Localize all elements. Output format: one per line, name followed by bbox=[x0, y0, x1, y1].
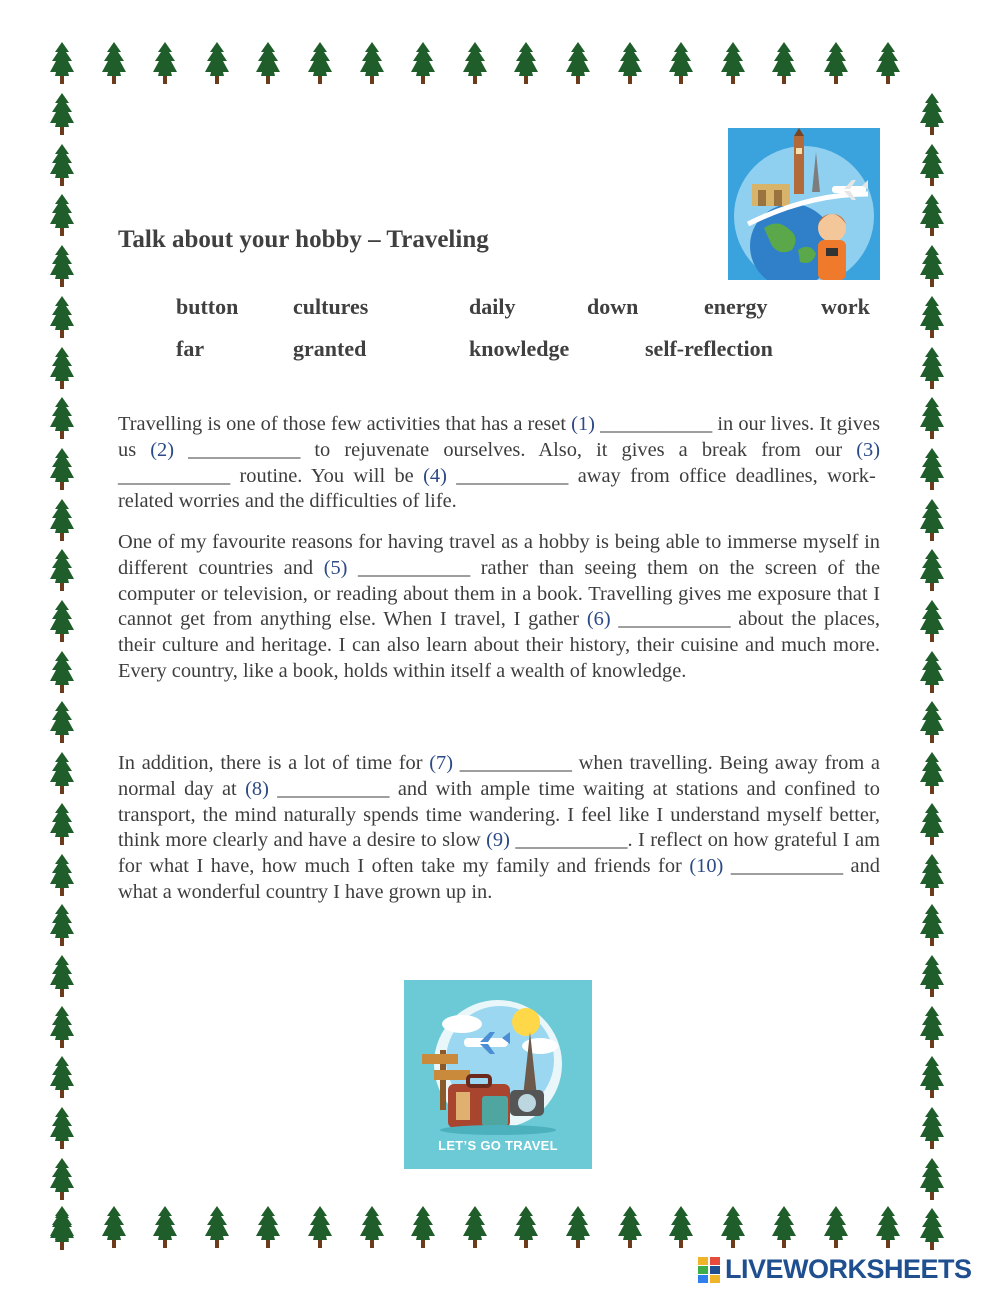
tree-icon bbox=[920, 1107, 944, 1149]
passage-text: Travelling is one of those few activities that has a reset bbox=[118, 413, 572, 435]
tree-icon bbox=[920, 904, 944, 946]
word-bank-item: down bbox=[587, 294, 639, 319]
tree-icon bbox=[920, 93, 944, 135]
word-bank-item: knowledge bbox=[469, 336, 570, 361]
tree-icon bbox=[50, 397, 74, 439]
brand-logo bbox=[698, 1254, 972, 1285]
tree-icon bbox=[514, 1206, 538, 1248]
word-bank-item: daily bbox=[469, 294, 516, 319]
tree-icon bbox=[205, 42, 229, 84]
tree-icon bbox=[50, 904, 74, 946]
tree-icon bbox=[360, 42, 384, 84]
blank-number-9: (9) bbox=[486, 829, 510, 852]
answer-blank-10[interactable]: ___________ bbox=[723, 855, 851, 878]
tree-icon bbox=[669, 1206, 693, 1248]
tree-icon bbox=[102, 1206, 126, 1248]
tree-icon bbox=[920, 144, 944, 186]
page-title: Talk about your hobby – Traveling bbox=[118, 226, 489, 253]
tree-icon bbox=[50, 144, 74, 186]
tree-icon bbox=[920, 701, 944, 743]
tree-icon bbox=[50, 347, 74, 389]
tree-icon bbox=[256, 1206, 280, 1248]
passage-text: and what a wonderful country I have grown up in. bbox=[118, 855, 880, 903]
brand-name: LIVEWORKSHEETS bbox=[725, 1254, 972, 1284]
passage-text: to rejuvenate ourselves. Also, it gives a break from our bbox=[314, 438, 857, 461]
blank-number-4: (4) bbox=[423, 464, 447, 487]
tree-icon bbox=[920, 854, 944, 896]
passage-text: routine. You will be bbox=[239, 464, 424, 487]
tree-icon bbox=[308, 42, 332, 84]
tree-icon bbox=[772, 42, 796, 84]
tree-icon bbox=[50, 93, 74, 135]
passage-text: In addition, there is a lot of time for bbox=[118, 752, 430, 774]
tree-icon bbox=[772, 1206, 796, 1248]
tree-icon bbox=[50, 549, 74, 591]
tree-icon bbox=[920, 549, 944, 591]
tree-icon bbox=[463, 1206, 487, 1248]
tree-icon bbox=[50, 194, 74, 236]
tree-icon bbox=[566, 1206, 590, 1248]
tree-icon bbox=[153, 42, 177, 84]
answer-blank-8[interactable]: ___________ bbox=[268, 777, 398, 800]
word-bank-item: self-reflection bbox=[645, 336, 773, 361]
tree-icon bbox=[920, 955, 944, 997]
passage-text: One of my favourite reasons for having travel as a hobby is being able to immerse myself in different countries and bbox=[118, 531, 880, 579]
tree-icon bbox=[566, 42, 590, 84]
tree-icon bbox=[669, 42, 693, 84]
passage-text: about the places, their culture and heritage. I can also learn about their history, their cuisine and much more. Every country, like a book, holds within itself a wealth of knowledge. bbox=[118, 608, 881, 682]
tree-icon bbox=[50, 448, 74, 490]
tree-icon bbox=[920, 752, 944, 794]
tree-icon bbox=[50, 1056, 74, 1098]
blank-number-2: (2) bbox=[150, 438, 175, 461]
tree-icon bbox=[618, 1206, 642, 1248]
tree-icon bbox=[50, 854, 74, 896]
passage-paragraph-3 bbox=[118, 751, 880, 906]
tree-icon bbox=[876, 1206, 900, 1248]
tree-icon bbox=[920, 600, 944, 642]
tree-icon bbox=[50, 1208, 74, 1250]
passage-text: away from office deadlines, work-related worries and the difficulties of life. bbox=[118, 464, 876, 513]
illustration-caption: LET’S GO TRAVEL bbox=[438, 1138, 558, 1153]
tree-icon bbox=[920, 347, 944, 389]
tree-icon bbox=[920, 651, 944, 693]
blank-number-8: (8) bbox=[245, 777, 269, 800]
tree-icon bbox=[50, 1158, 74, 1200]
answer-blank-6[interactable]: ___________ bbox=[610, 608, 739, 631]
passage-paragraph-1 bbox=[118, 412, 880, 515]
passage-text: in our lives. It gives us bbox=[118, 413, 880, 461]
tree-icon bbox=[920, 194, 944, 236]
tree-icon bbox=[411, 42, 435, 84]
tree-icon bbox=[920, 1208, 944, 1250]
tree-icon bbox=[360, 1206, 384, 1248]
tree-icon bbox=[721, 42, 745, 84]
answer-blank-5[interactable]: ___________ bbox=[347, 556, 481, 579]
tree-icon bbox=[920, 448, 944, 490]
tree-icon bbox=[50, 701, 74, 743]
tree-icon bbox=[824, 1206, 848, 1248]
word-bank-item: far bbox=[176, 336, 205, 361]
tree-icon bbox=[876, 42, 900, 84]
answer-blank-1[interactable]: ___________ bbox=[594, 413, 718, 435]
lets-go-travel-illustration bbox=[404, 980, 592, 1169]
tree-icon bbox=[50, 1107, 74, 1149]
tree-icon bbox=[514, 42, 538, 84]
answer-blank-9[interactable]: ___________ bbox=[509, 829, 628, 852]
tree-icon bbox=[153, 1206, 177, 1248]
passage-paragraph-2 bbox=[118, 530, 880, 685]
tree-icon bbox=[50, 296, 74, 338]
tree-icon bbox=[824, 42, 848, 84]
tree-icon bbox=[50, 600, 74, 642]
tree-icon bbox=[50, 42, 74, 84]
liveworksheets-logo-icon bbox=[698, 1257, 722, 1283]
tree-icon bbox=[920, 397, 944, 439]
passage-text: and with ample time waiting at stations and confined to transport, the mind naturally spends time wandering. I feel like I understand myself better, think more clearly and have a desire to slow bbox=[118, 777, 880, 852]
passage-text: when travelling. Being away from a normal day at bbox=[118, 752, 880, 800]
tree-icon bbox=[50, 245, 74, 287]
answer-blank-4[interactable]: ___________ bbox=[446, 464, 569, 487]
word-bank-item: granted bbox=[293, 336, 367, 361]
tree-icon bbox=[920, 245, 944, 287]
tree-icon bbox=[721, 1206, 745, 1248]
tree-icon bbox=[308, 1206, 332, 1248]
tree-icon bbox=[50, 752, 74, 794]
tree-icon bbox=[920, 296, 944, 338]
tree-icon bbox=[205, 1206, 229, 1248]
tree-icon bbox=[256, 42, 280, 84]
blank-number-1: (1) bbox=[571, 413, 595, 435]
tree-icon bbox=[50, 955, 74, 997]
blank-number-6: (6) bbox=[586, 608, 611, 631]
blank-number-3: (3) bbox=[856, 438, 880, 461]
passage-text: . I reflect on how grateful I am for what I have, how much I often take my family and friends for bbox=[118, 829, 880, 878]
blank-number-7: (7) bbox=[429, 752, 454, 774]
answer-blank-3[interactable]: ___________ bbox=[118, 464, 240, 487]
tree-icon bbox=[920, 499, 944, 541]
blank-number-10: (10) bbox=[689, 855, 724, 878]
answer-blank-7[interactable]: ___________ bbox=[453, 752, 579, 774]
tree-icon bbox=[618, 42, 642, 84]
tree-icon bbox=[50, 1006, 74, 1048]
passage-text: rather than seeing them on the screen of the computer or television, or reading about them in a book. Travelling gives me exposure that I cannot get from anything else. When I travel, I gather bbox=[118, 556, 881, 631]
word-bank-item: energy bbox=[704, 294, 768, 319]
blank-number-5: (5) bbox=[323, 556, 348, 579]
answer-blank-2[interactable]: ___________ bbox=[174, 438, 315, 461]
tree-icon bbox=[50, 499, 74, 541]
tree-icon bbox=[50, 803, 74, 845]
tree-icon bbox=[920, 1158, 944, 1200]
tree-icon bbox=[411, 1206, 435, 1248]
tree-icon bbox=[920, 803, 944, 845]
tree-icon bbox=[50, 651, 74, 693]
word-bank-item: button bbox=[176, 294, 239, 319]
tree-icon bbox=[463, 42, 487, 84]
tree-icon bbox=[920, 1006, 944, 1048]
word-bank-item: work bbox=[821, 294, 870, 319]
tree-icon bbox=[920, 1056, 944, 1098]
travel-illustration bbox=[728, 128, 880, 280]
word-bank-item: cultures bbox=[293, 294, 369, 319]
tree-icon bbox=[102, 42, 126, 84]
